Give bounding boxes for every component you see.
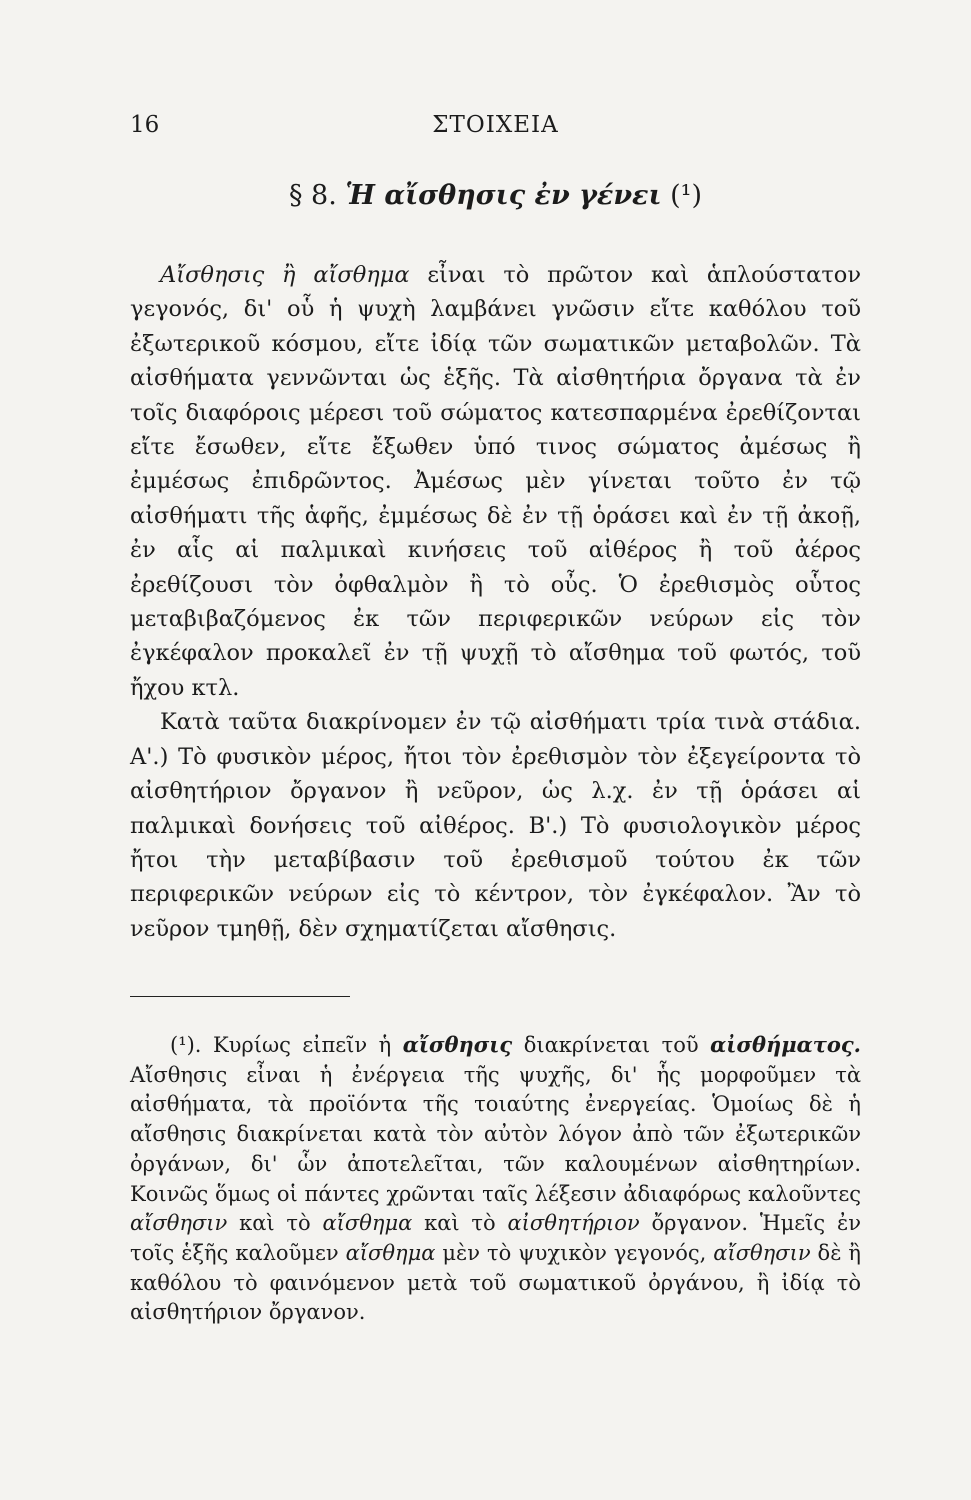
footnote-emphasis: αἴσθησις — [402, 1032, 513, 1057]
footnote — [130, 1030, 861, 1328]
footnote-fragment: καὶ τὸ — [239, 1211, 311, 1236]
footnote-fragment: διακρίνεται τοῦ — [523, 1033, 699, 1057]
footnote-fragment: δὲ ἢ καθόλου τὸ φαινόμενον μετὰ τοῦ σωματικοῦ ὀργάνου, ἢ ἰδίᾳ τὸ αἰσθητήριον ὄργανον. — [130, 1240, 861, 1325]
paragraph-1 — [130, 258, 861, 705]
paragraph-1-lead: Αἴσθησις ἢ αἴσθημα — [160, 262, 410, 288]
footnote-term: αἴσθησιν — [130, 1211, 228, 1236]
footnote-fragment: Κυρίως εἰπεῖν ἡ — [212, 1033, 392, 1057]
footnote-term: αἴσθημα — [322, 1211, 413, 1236]
section-mark: § 8. — [288, 180, 337, 211]
footnote-term: αἰσθητήριον — [507, 1211, 640, 1236]
footnote-term: αἴσθησιν — [713, 1240, 811, 1265]
footnote-text — [130, 1030, 861, 1328]
section-title: Ἡ αἴσθησις ἐν γένει — [345, 180, 662, 211]
running-header — [130, 112, 861, 142]
section-heading — [130, 180, 861, 211]
footnote-separator — [130, 996, 350, 997]
running-title: ΣΤΟΙΧΕΙΑ — [432, 112, 559, 138]
footnote-marker: (¹). — [170, 1033, 202, 1057]
page-number: 16 — [130, 112, 160, 138]
footnote-fragment: καὶ τὸ — [424, 1211, 496, 1236]
paragraph-1-text: εἶναι τὸ πρῶτον καὶ ἁπλούστατον γεγονός, δι' οὗ ἡ ψυχὴ λαμβάνει γνῶσιν εἴτε καθόλου τοῦ ἐξωτερικοῦ κόσμου, εἴτε ἰδίᾳ τῶν σωματικῶν μεταβολῶν. Τὰ αἰσθήματα γεννῶνται ὡς ἑξῆς. Τὰ αἰσθητήρια ὄργανα τὰ ἐν τοῖς διαφόροις μέρεσι τοῦ σώματος κατεσπαρμένα ἐρεθίζονται εἴτε ἔσωθεν, εἴτε ἔξωθεν ὑπό τινος σώματος ἀμέσως ἢ ἐμμέσως ἐπιδρῶντος. Ἀμέσως μὲν γίνεται τοῦτο ἐν τῷ αἰσθήματι τῆς ἁφῆς, ἐμμέσως δὲ ἐν τῇ ὁράσει καὶ ἐν τῇ ἀκοῇ, ἐν αἷς αἱ παλμικαὶ κινήσεις τοῦ αἰθέρος ἢ τοῦ ἀέρος ἐρεθίζουσι τὸν ὀφθαλμὸν ἢ τὸ οὖς. Ὁ ἐρεθισμὸς οὗτος μεταβιβαζόμενος ἐκ τῶν περιφερικῶν νεύρων εἰς τὸν ἐγκέφαλον προκαλεῖ ἐν τῇ ψυχῇ τὸ αἴσθημα τοῦ φωτός, τοῦ ἤχου κτλ. — [130, 262, 861, 701]
footnote-fragment: μὲν τὸ ψυχικὸν γεγονός, — [442, 1240, 707, 1265]
footnote-emphasis: αἰσθήματος. — [710, 1032, 861, 1057]
footnote-term: αἴσθημα — [345, 1240, 436, 1265]
body-text — [130, 258, 861, 946]
footnote-fragment: ὄργανον. Ἡμεῖς ἐν τοῖς ἑξῆς καλοῦμεν — [130, 1211, 861, 1265]
footnote-reference: (¹) — [670, 180, 703, 211]
paragraph-2: Κατὰ ταῦτα διακρίνομεν ἐν τῷ αἰσθήματι τρία τινὰ στάδια. Α'.) Τὸ φυσικὸν μέρος, ἤτοι τὸν ἐρεθισμὸν τὸν ἐξεγείροντα τὸ αἰσθητήριον ὄργανον ἢ νεῦρον, ὡς λ.χ. ἐν τῇ ὁράσει αἱ παλμικαὶ δονήσεις τοῦ αἰθέρος. Β'.) Τὸ φυσιολογικὸν μέρος ἤτοι τὴν μεταβίβασιν τοῦ ἐρεθισμοῦ τούτου ἐκ τῶν περιφερικῶν νεύρων εἰς τὸ κέντρον, τὸν ἐγκέφαλον. Ἂν τὸ νεῦρον τμηθῇ, δὲν σχηματίζεται αἴσθησις. — [130, 709, 861, 942]
footnote-fragment: Αἴσθησις εἶναι ἡ ἐνέργεια τῆς ψυχῆς, δι' ἧς μορφοῦμεν τὰ αἰσθήματα, τὰ προϊόντα τῆς τοιαύτης ἐνεργείας. Ὁμοίως δὲ ἡ αἴσθησις διακρίνεται κατὰ τὸν αὐτὸν λόγον ἀπὸ τῶν ἐξωτερικῶν ὀργάνων, δι' ὧν ἀποτελεῖται, τῶν καλουμένων αἰσθητηρίων. Κοινῶς ὅμως οἱ πάντες χρῶνται ταῖς λέξεσιν ἀδιαφόρως καλοῦντες — [130, 1062, 861, 1206]
